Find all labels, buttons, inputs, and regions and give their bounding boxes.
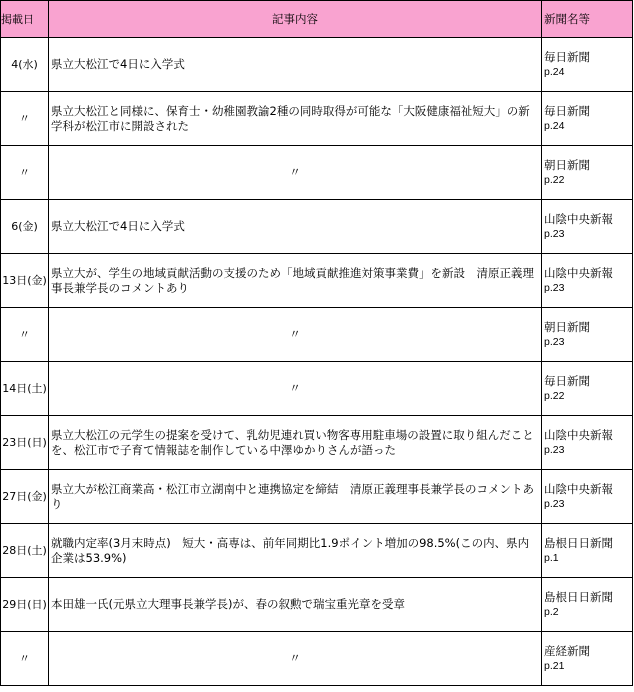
paper-cell: [542, 416, 633, 470]
paper-cell: [542, 92, 633, 146]
content-cell: 〃: [49, 362, 542, 416]
paper-cell: [542, 362, 633, 416]
table-row: [1, 416, 633, 470]
paper-cell: [542, 254, 633, 308]
page-number: p.21: [544, 659, 565, 672]
paper-cell: [542, 38, 633, 92]
content-cell: 県立大松江の元学生の提案を受けて、乳幼児連れ買い物客専用駐車場の設置に取り組んだことを、松江市で子育て情報誌を制作している中澤ゆかりさんが語った: [49, 416, 542, 470]
date-cell: 28日(土): [1, 524, 49, 578]
date-cell: 13日(金): [1, 254, 49, 308]
date-cell: 4(水): [1, 38, 49, 92]
page-number: p.23: [544, 497, 565, 510]
paper-name: 毎日新聞: [544, 373, 590, 388]
page-number: p.23: [544, 335, 565, 348]
page-number: p.1: [544, 551, 559, 564]
content-cell: 県立大松江で4日に入学式: [49, 200, 542, 254]
paper-cell: [542, 470, 633, 524]
page-number: p.22: [544, 389, 565, 402]
date-cell: 29日(日): [1, 578, 49, 632]
paper-name: 山陰中央新報: [544, 427, 613, 442]
table-row: [1, 38, 633, 92]
table-row: [1, 362, 633, 416]
header-paper: 新聞名等: [542, 1, 633, 38]
header-date: 掲載日: [1, 1, 49, 38]
paper-cell: [542, 524, 633, 578]
date-cell: 23日(日): [1, 416, 49, 470]
paper-cell: [542, 308, 633, 362]
paper-name: 産経新聞: [544, 643, 590, 658]
paper-name: 島根日日新聞: [544, 535, 613, 550]
table-row: [1, 254, 633, 308]
content-cell: 本田雄一氏(元県立大理事長兼学長)が、春の叙勲で瑞宝重光章を受章: [49, 578, 542, 632]
content-cell: 〃: [49, 632, 542, 686]
content-cell: 県立大が松江商業高・松江市立湖南中と連携協定を締結 清原正義理事長兼学長のコメントあり: [49, 470, 542, 524]
paper-name: 島根日日新聞: [544, 589, 613, 604]
table-row: [1, 470, 633, 524]
date-cell: 〃: [1, 92, 49, 146]
paper-cell: [542, 200, 633, 254]
paper-name: 山陰中央新報: [544, 211, 613, 226]
date-cell: 〃: [1, 146, 49, 200]
header-content: 記事内容: [49, 1, 542, 38]
paper-name: 山陰中央新報: [544, 481, 613, 496]
date-cell: 〃: [1, 308, 49, 362]
date-cell: 14日(土): [1, 362, 49, 416]
content-cell: 就職内定率(3月末時点) 短大・高専は、前年同期比1.9ポイント増加の98.5%(この内、県内企業は53.9%): [49, 524, 542, 578]
paper-name: 朝日新聞: [544, 319, 590, 334]
page-number: p.24: [544, 119, 565, 132]
paper-cell: [542, 146, 633, 200]
table-row: [1, 200, 633, 254]
paper-cell: [542, 578, 633, 632]
content-cell: 県立大松江で4日に入学式: [49, 38, 542, 92]
paper-name: 朝日新聞: [544, 157, 590, 172]
paper-name: 山陰中央新報: [544, 265, 613, 280]
table-row: [1, 308, 633, 362]
page-number: p.2: [544, 605, 559, 618]
content-cell: 県立大が、学生の地域貢献活動の支援のため「地域貢献推進対策事業費」を新設 清原正義理事長兼学長のコメントあり: [49, 254, 542, 308]
table-row: [1, 578, 633, 632]
page-number: p.24: [544, 65, 565, 78]
table-row: [1, 632, 633, 686]
content-cell: 県立大松江と同様に、保育士・幼稚園教諭2種の同時取得が可能な「大阪健康福祉短大」の新学科が松江市に開設された: [49, 92, 542, 146]
paper-name: 毎日新聞: [544, 49, 590, 64]
page-number: p.23: [544, 281, 565, 294]
table-row: [1, 524, 633, 578]
paper-name: 毎日新聞: [544, 103, 590, 118]
page-number: p.23: [544, 443, 565, 456]
content-cell: 〃: [49, 308, 542, 362]
table-row: [1, 146, 633, 200]
header-row: [1, 1, 633, 38]
table-row: [1, 92, 633, 146]
date-cell: 6(金): [1, 200, 49, 254]
date-cell: 〃: [1, 632, 49, 686]
page-number: p.23: [544, 227, 565, 240]
page-number: p.22: [544, 173, 565, 186]
date-cell: 27日(金): [1, 470, 49, 524]
paper-cell: [542, 632, 633, 686]
content-cell: 〃: [49, 146, 542, 200]
